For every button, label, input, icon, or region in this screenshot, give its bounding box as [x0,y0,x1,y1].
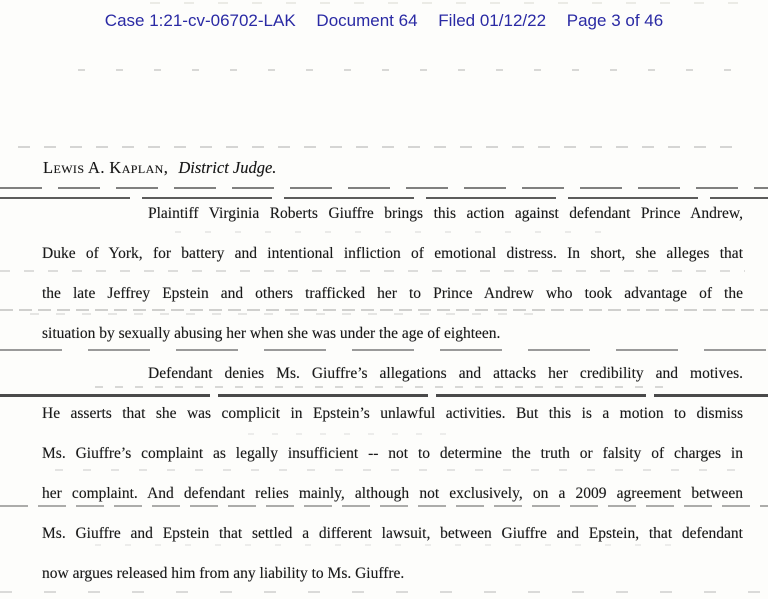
case-number: Case 1:21-cv-06702-LAK [104,11,296,30]
document-number: Document 64 [316,11,418,30]
scan-artifact-line [0,197,768,199]
judge-line [43,158,276,178]
scan-artifact-line [0,187,768,189]
case-stamp-header [0,9,768,33]
judge-title: District Judge. [178,158,277,177]
text-line: the late Jeffrey Epstein and others trafficked her to Prince Andrew who took advantage of the [42,285,743,302]
judge-name: Lewis A. Kaplan, [43,158,169,177]
filed-date: Filed 01/12/22 [438,11,547,30]
text-line: Ms. Giuffre and Epstein that settled a different lawsuit, between Giuffre and Epstein, that defendant [42,525,743,542]
text-line: situation by sexually abusing her when she was under the age of eighteen. [42,325,501,342]
scan-artifact-line [18,146,738,148]
text-line: her complaint. And defendant relies mainly, although not exclusively, on a 2009 agreement between [42,485,743,502]
text-line: now argues released him from any liability to Ms. Giuffre. [42,565,405,582]
text-line: Ms. Giuffre’s complaint as legally insufficient -- not to determine the truth or falsity of charges in [42,445,743,462]
text-line: Plaintiff Virginia Roberts Giuffre brings this action against defendant Prince Andrew, [148,205,743,222]
text-line: He asserts that she was complicit in Epstein’s unlawful activities. But this is a motion to dismiss [42,405,743,422]
page-number: Page 3 of 46 [566,11,664,30]
scan-artifact-line [78,69,738,71]
opinion-body [42,203,743,599]
text-line: Defendant denies Ms. Giuffre’s allegations and attacks her credibility and motives. [148,365,743,382]
text-line: Duke of York, for battery and intentional infliction of emotional distress. In short, she alleges that [42,245,743,262]
scan-artifact-line [150,2,750,4]
